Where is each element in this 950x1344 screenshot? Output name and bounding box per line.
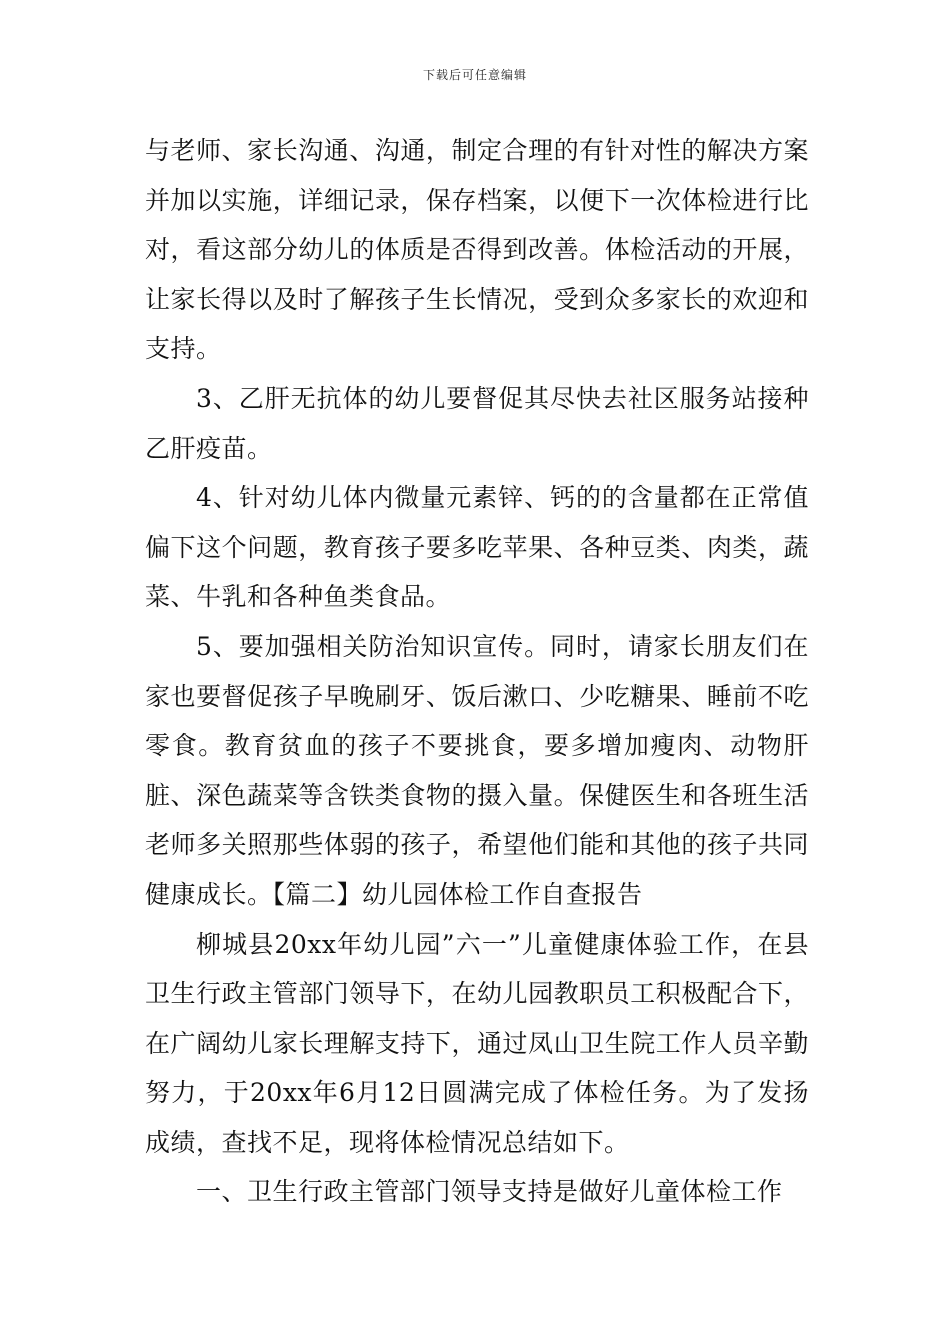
paragraph-1: 与老师、家长沟通、沟通，制定合理的有针对性的解决方案并加以实施，详细记录，保存档案，以便下一次体检进行比对，看这部分幼儿的体质是否得到改善。体检活动的开展，让家长得以及时了解孩子生长情况，受到众多家长的欢迎和支持。 bbox=[145, 136, 809, 364]
paragraph-5: 柳城县20xx年幼儿园”六一”儿童健康体验工作，在县卫生行政主管部门领导下，在幼儿园教职员工积极配合下，在广阔幼儿家长理解支持下，通过凤山卫生院工作人员辛勤努力，于20xx年6月12日圆满完成了体检任务。为了发扬成绩，查找不足，现将体检情况总结如下。 bbox=[145, 929, 809, 1157]
page-header-note: 下载后可任意编辑 bbox=[422, 68, 527, 82]
document-body bbox=[145, 126, 809, 1217]
paragraph-2: 3、乙肝无抗体的幼儿要督促其尽快去社区服务站接种乙肝疫苗。 bbox=[145, 383, 809, 463]
paragraph-3: 4、针对幼儿体内微量元素锌、钙的的含量都在正常值偏下这个问题，教育孩子要多吃苹果、各种豆类、肉类，蔬菜、牛乳和各种鱼类食品。 bbox=[145, 483, 809, 612]
paragraph-4: 5、要加强相关防治知识宣传。同时，请家长朋友们在家也要督促孩子早晚刷牙、饭后漱口、少吃糖果、睡前不吃零食。教育贫血的孩子不要挑食，要多增加瘦肉、动物肝脏、深色蔬菜等含铁类食物的摄入量。保健医生和各班生活老师多关照那些体弱的孩子，希望他们能和其他的孩子共同健康成长。【篇二】幼儿园体检工作自查报告 bbox=[145, 631, 809, 909]
paragraph-6: 一、卫生行政主管部门领导支持是做好儿童体检工作 bbox=[196, 1177, 783, 1207]
